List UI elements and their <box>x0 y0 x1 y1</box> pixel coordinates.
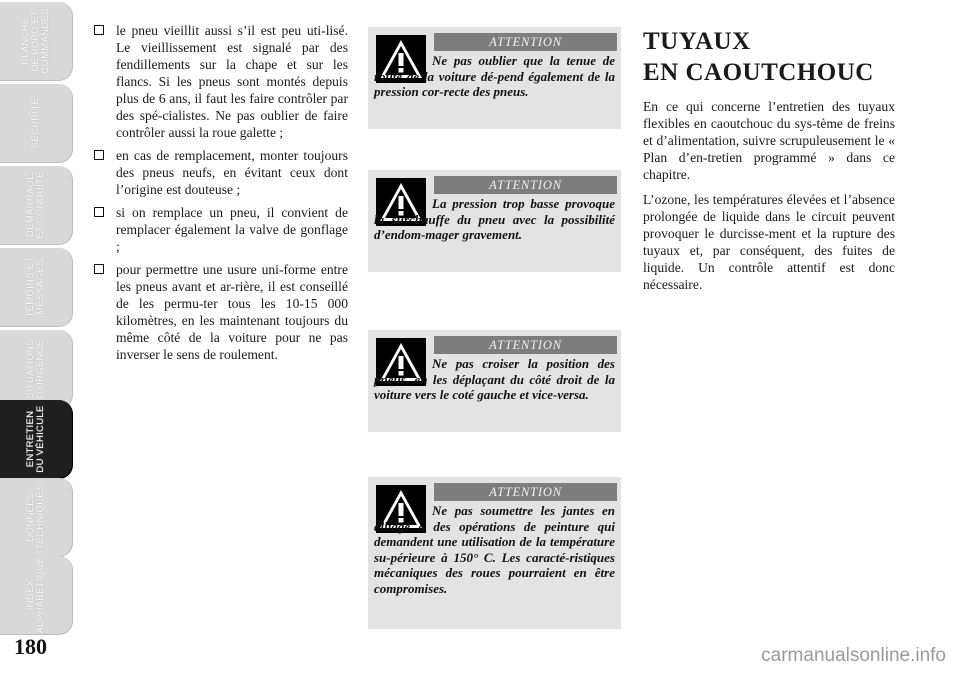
tab-demarrage[interactable] <box>0 166 73 245</box>
paragraph: En ce qui concerne l’entretien des tuyaux flexibles en caoutchouc du sys-tème de freins et d’alimentation, suivre scrupuleusement le « Plan d’en-tretien programmé » dans ce chapitre. <box>643 99 895 182</box>
tab-securite[interactable] <box>0 84 73 163</box>
tab-label: INDEX ALPHABÉTIQUE <box>25 556 46 634</box>
tab-label: SÉCURITÉ <box>30 97 41 149</box>
watermark: carmanualsonline.info <box>761 645 946 666</box>
checkbox-bullet-icon <box>94 150 104 160</box>
warning-text: Ne pas oublier que la tenue de route de la voiture dé-pend également de la pression cor-recte des pneus. <box>374 53 615 99</box>
tab-label: SITUATIONS D'URGENCE <box>25 339 46 399</box>
title-line: EN CAOUTCHOUC <box>643 59 874 86</box>
tab-donnees-techniques[interactable] <box>0 478 73 557</box>
sidebar-nav <box>0 0 76 640</box>
warning-banner: ATTENTION <box>434 336 617 354</box>
checkbox-bullet-icon <box>94 207 104 217</box>
tab-situations-urgence[interactable] <box>0 330 73 409</box>
list-item-text: pour permettre une usure uni-forme entre les pneus avant et ar-rière, il est conseillé de les permu-ter tous les 10-15 000 kilomètres, en les maintenant toujours du même côté de la voiture pour ne pas inverser le sens de roulement. <box>116 262 348 362</box>
section-title <box>643 26 895 88</box>
tab-label: TÉMOINS ET MESSAGES <box>25 256 46 318</box>
tab-index[interactable] <box>0 556 73 635</box>
checkbox-bullet-icon <box>94 264 104 274</box>
list-item <box>90 204 348 255</box>
paragraph: L’ozone, les températures élevées et l’absence prolongée de liquide dans le circuit peuvent provoquer le durcisse-ment et la rupture des tuyaux et, par conséquent, des fuites de liquide. Un contrôle attentif est donc nécessaire. <box>643 192 895 292</box>
warning-box <box>368 170 621 272</box>
list-item <box>90 261 348 363</box>
bullet-list <box>90 22 348 369</box>
tab-planche-de-bord[interactable] <box>0 2 73 81</box>
list-item-text: si on remplace un pneu, il convient de remplacer également la valve de gonflage ; <box>116 205 348 254</box>
section-tuyaux <box>643 26 895 301</box>
tab-label: PLANCHE DE BORD ET COMMANDES <box>20 8 51 74</box>
page-number: 180 <box>14 634 47 659</box>
warning-text: La pression trop basse provoque la surchauffe du pneu avec la possibilité d’endom-mager gravement. <box>374 196 615 242</box>
warning-box <box>368 330 621 432</box>
warning-text: Ne pas soumettre les jantes en alliage à des opérations de peinture qui demandent une utilisation de la température su-périeure à 150° C. Les caracté-ristiques mécaniques des roues pourraient en être compromises. <box>374 503 615 596</box>
warning-box <box>368 477 621 629</box>
warning-text: Ne pas croiser la position des pneus, en les déplaçant du côté droit de la voiture vers le coté gauche et vice-versa. <box>374 356 615 402</box>
title-line: TUYAUX <box>643 28 751 55</box>
warning-banner: ATTENTION <box>434 176 617 194</box>
warning-banner: ATTENTION <box>434 483 617 501</box>
tab-label: DÉMARRAGE ET CONDUITE <box>25 171 46 239</box>
checkbox-bullet-icon <box>94 25 104 35</box>
tab-label: DONNÉES TECHNIQUES <box>25 484 46 550</box>
list-item-text: le pneu vieillit aussi s’il est peu uti-lisé. Le vieillissement est signalé par des fendillements sur la chape et sur les flancs. Si les pneus sont montés depuis plus de 6 ans, il faut les faire contrôler par des spé-cialistes. Ne pas oublier de faire contrôler aussi la roue galette ; <box>116 23 348 140</box>
tab-entretien-active[interactable] <box>0 400 73 479</box>
tab-temoins[interactable] <box>0 248 73 327</box>
warning-banner: ATTENTION <box>434 33 617 51</box>
list-item <box>90 22 348 141</box>
list-item <box>90 147 348 198</box>
list-item-text: en cas de remplacement, monter toujours des pneus neufs, en évitant ceux dont l’origine est douteuse ; <box>116 148 348 197</box>
warning-box <box>368 27 621 129</box>
tab-label: ENTRETIEN DU VÉHICULE <box>25 405 46 473</box>
